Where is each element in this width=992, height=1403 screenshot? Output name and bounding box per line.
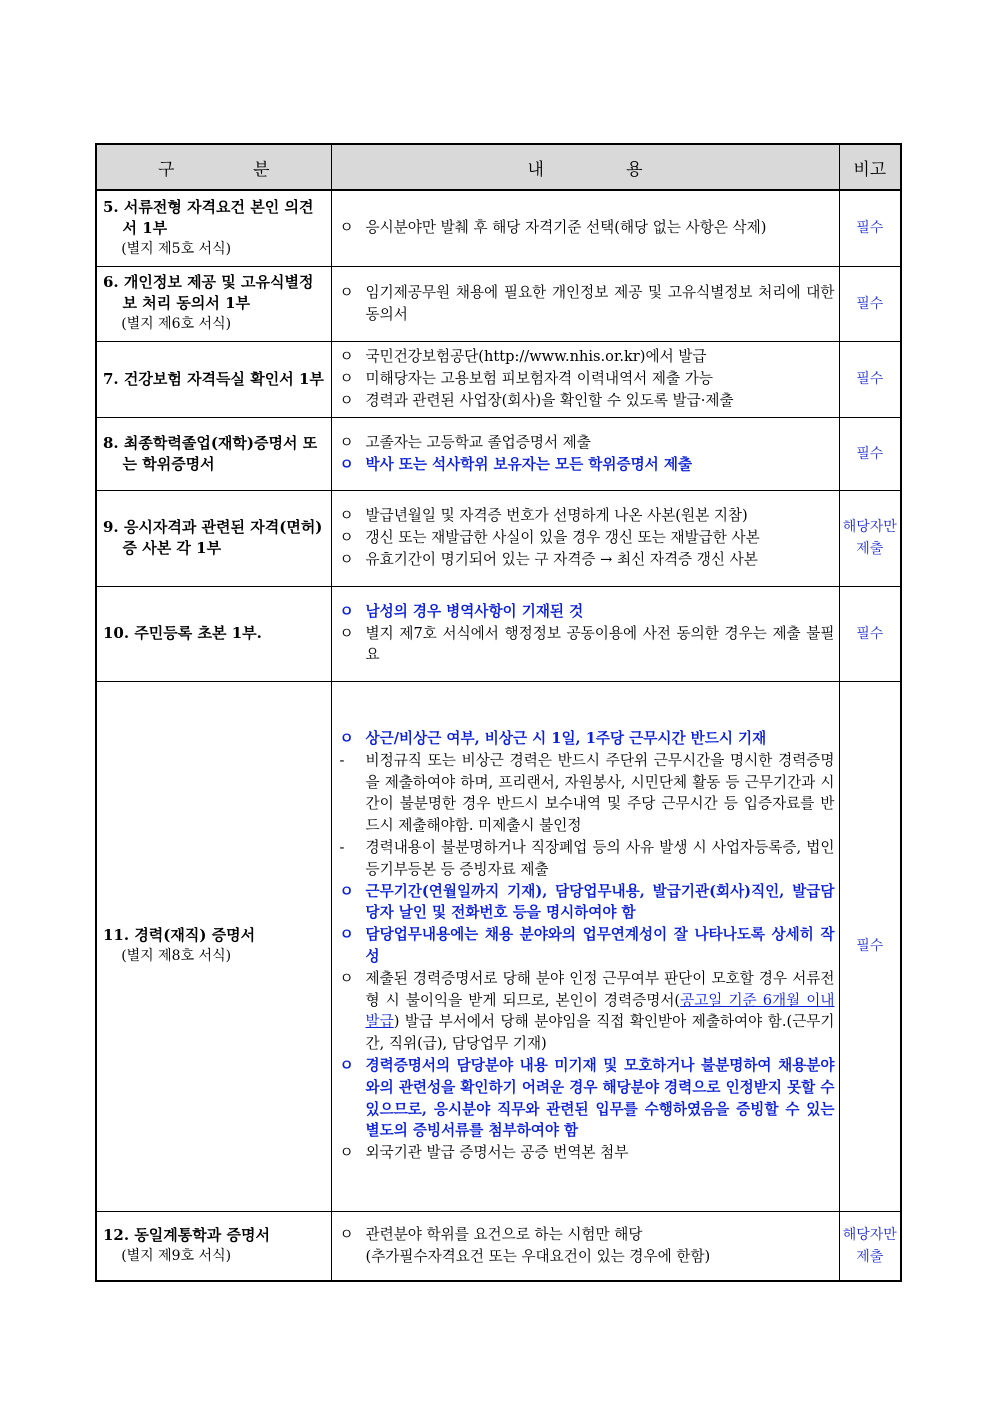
- table-header-row: [96, 144, 901, 190]
- row-content: ㅇ 발급년월일 및 자격증 번호가 선명하게 나온 사본(원본 지참) ㅇ 갱신 또는 재발급한 사실이 있을 경우 갱신 또는 재발급한 사본 ㅇ 유효기간이 명기되어 있는 구 자격증 → 최신 자격증 갱신 사본: [331, 490, 839, 586]
- table-row: [96, 266, 901, 341]
- table-row: [96, 681, 901, 1211]
- row-category: 7. 건강보험 자격득실 확인서 1부: [96, 341, 331, 417]
- row-category: 11. 경력(재직) 증명서 (별지 제8호 서식): [96, 681, 331, 1211]
- row-remark: 해당자만 제출: [839, 1211, 901, 1281]
- row-content: ㅇ 응시분야만 발췌 후 해당 자격기준 선택(해당 없는 사항은 삭제): [331, 190, 839, 266]
- row-remark: 필수: [839, 681, 901, 1211]
- table-row: [96, 490, 901, 586]
- row-content: ㅇ 남성의 경우 병역사항이 기재된 것 ㅇ 별지 제7호 서식에서 행정정보 공동이용에 사전 동의한 경우는 제출 불필요: [331, 586, 839, 681]
- row-category: 8. 최종학력졸업(재학)증명서 또는 학위증명서: [96, 417, 331, 490]
- row-category: 6. 개인정보 제공 및 고유식별정보 처리 동의서 1부 (별지 제6호 서식): [96, 266, 331, 341]
- row-content: ㅇ 고졸자는 고등학교 졸업증명서 제출 ㅇ 박사 또는 석사학위 보유자는 모든 학위증명서 제출: [331, 417, 839, 490]
- row-remark: 필수: [839, 586, 901, 681]
- header-content: 내 용: [331, 144, 839, 190]
- row-content: ㅇ 국민건강보험공단(http://www.nhis.or.kr)에서 발급 ㅇ 미해당자는 고용보험 피보험자격 이력내역서 제출 가능 ㅇ 경력과 관련된 사업장(회사)을 확인할 수 있도록 발급·제출: [331, 341, 839, 417]
- row-remark: 필수: [839, 190, 901, 266]
- requirements-table: [95, 143, 902, 1282]
- row-category: 5. 서류전형 자격요건 본인 의견서 1부 (별지 제5호 서식): [96, 190, 331, 266]
- table-row: [96, 341, 901, 417]
- table-row: [96, 1211, 901, 1281]
- header-remarks: 비고: [839, 144, 901, 190]
- row-remark: 해당자만 제출: [839, 490, 901, 586]
- row-remark: 필수: [839, 417, 901, 490]
- row-category: 12. 동일계통학과 증명서 (별지 제9호 서식): [96, 1211, 331, 1281]
- row-remark: 필수: [839, 266, 901, 341]
- highlight-issue-period: 공고일 기준 6개월 이내 발급: [365, 991, 835, 1031]
- row-category: 10. 주민등록 초본 1부.: [96, 586, 331, 681]
- row-content: ㅇ 상근/비상근 여부, 비상근 시 1일, 1주당 근무시간 반드시 기재 - 비정규직 또는 비상근 경력은 반드시 주단위 근무시간을 명시한 경력증명을 제출하여야 하며, 프리랜서, 자원봉사, 시민단체 활동 등 근무기간과 시간이 불분명한 경우 반드시 보수내역 및 주당 근무시간 등 입증자료를 반드시 제출해야함. 미제출시 불인정 - 경력내용이 불분명하거나 직장폐업 등의 사유 발생 시 사업자등록증, 법인등기부등본 등 증빙자료 제출 ㅇ 근무기간(연월일까지 기재), 담당업무내용, 발급기관(회사)직인, 발급담당자 날인 및 전화번호 등을 명시하여야 함 ㅇ 담당업무내용에는 채용 분야와의 업무연계성이 잘 나타나도록 상세히 작성 ㅇ 제출된 경력증명서로 당해 분야 인정 근무여부 판단이 모호할 경우 서류전형 시 불이익을 받게 되므로, 본인이 경력증명서(공고일 기준 6개월 이내 발급) 발급 부서에서 당해 분야임을 직접 확인받아 제출하여야 함.(근무기간, 직위(급), 담당업무 기재) ㅇ 경력증명서의 담당분야 내용 미기재 및 모호하거나 불분명하여 채용분야와의 관련성을 확인하기 어려운 경우 해당분야 경력으로 인정받지 못할 수 있으므로, 응시분야 직무와 관련된 입무를 수행하였음을 증빙할 수 있는 별도의 증빙서류를 첨부하여야 함 ㅇ 외국기관 발급 증명서는 공증 번역본 첨부: [331, 681, 839, 1211]
- row-category: 9. 응시자격과 관련된 자격(면허)증 사본 각 1부: [96, 490, 331, 586]
- table-row: [96, 586, 901, 681]
- row-content: ㅇ 관련분야 학위를 요건으로 하는 시험만 해당 (추가필수자격요건 또는 우대요건이 있는 경우에 한함): [331, 1211, 839, 1281]
- row-content: ㅇ 임기제공무원 채용에 필요한 개인정보 제공 및 고유식별정보 처리에 대한 동의서: [331, 266, 839, 341]
- header-category: 구 분: [96, 144, 331, 190]
- row-remark: 필수: [839, 341, 901, 417]
- table-row: [96, 190, 901, 266]
- table-row: [96, 417, 901, 490]
